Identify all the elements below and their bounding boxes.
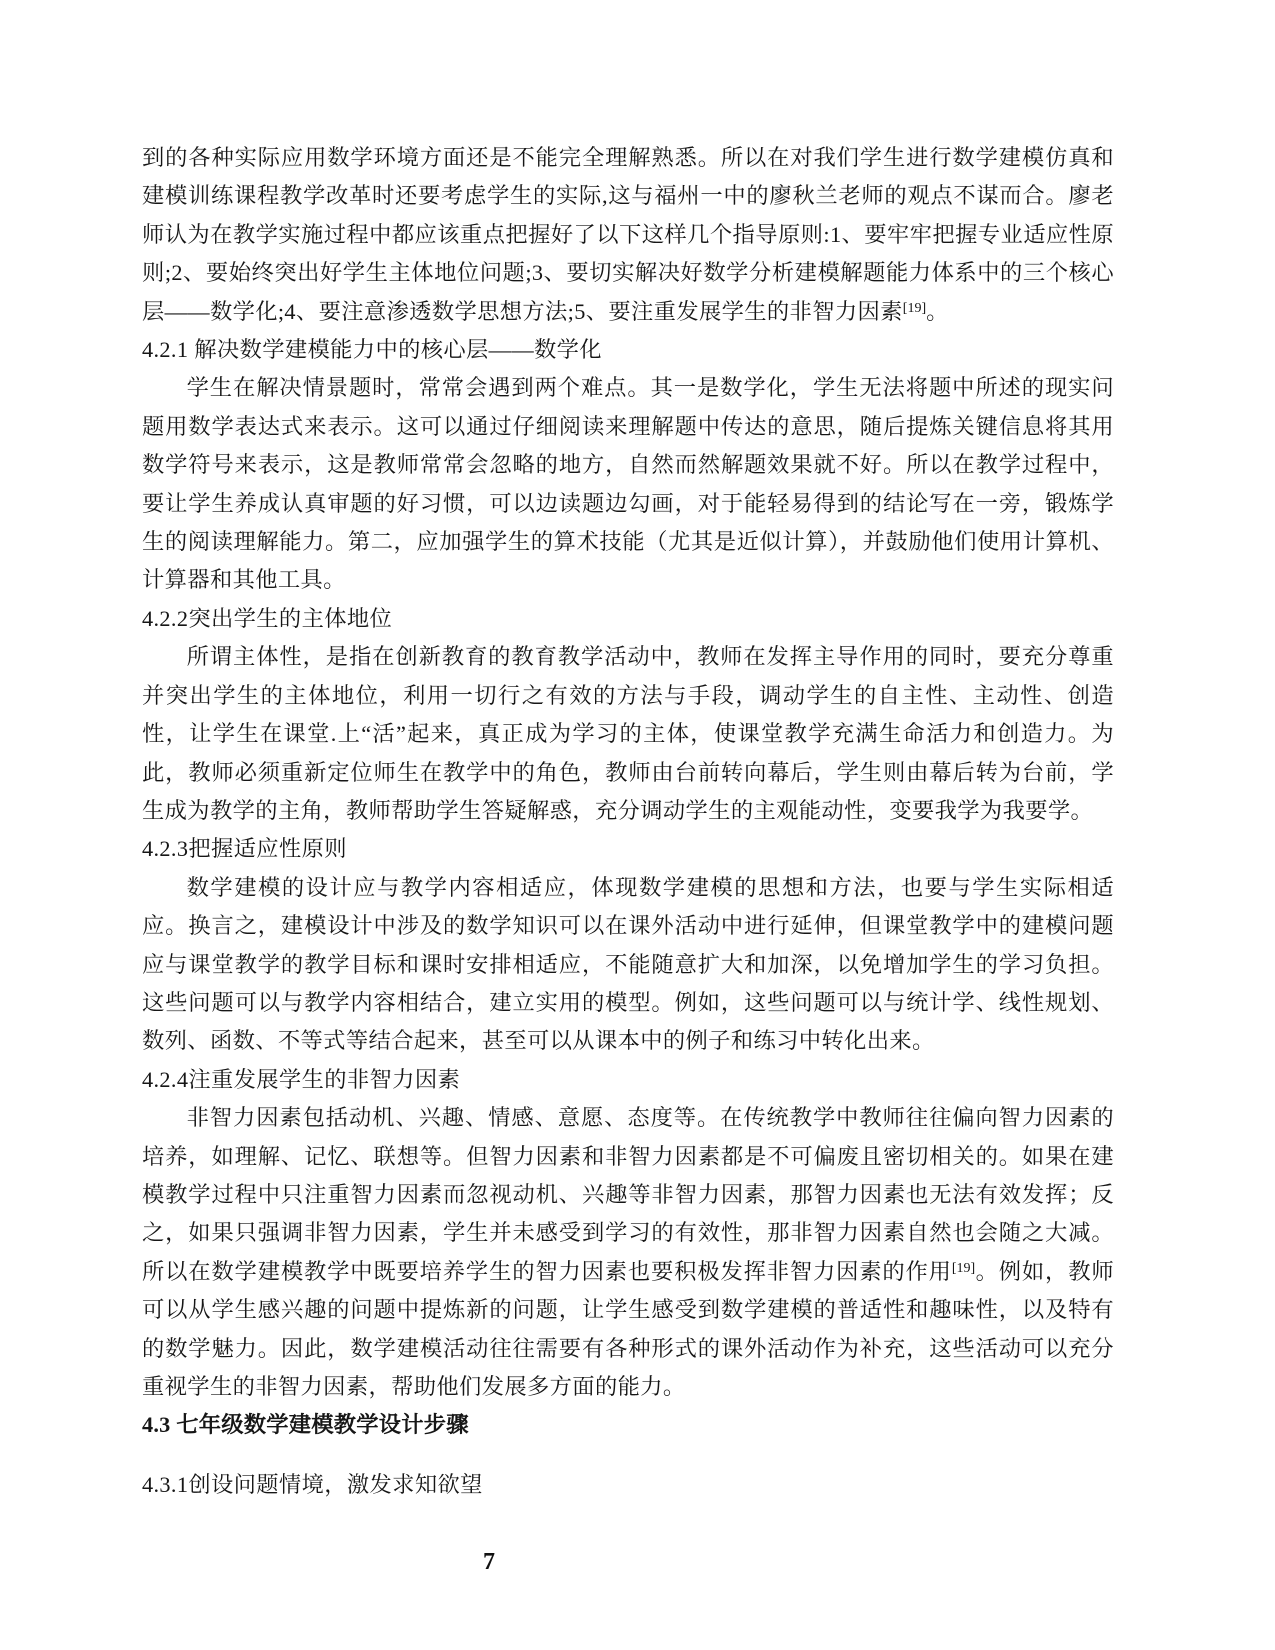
citation-ref: [19] [951,1260,976,1276]
text-run: 。 [926,298,949,324]
text-run: 数学建模的设计应与教学内容相适应，体现数学建模的思想和方法，也要与学生实际相适应。换言之，建模设计中涉及的数学知识可以在课外活动中进行延伸，但课堂教学中的建模问题应与课堂教学的教学目标和课时安排相适应，不能随意扩大和加深，以免增加学生的学习负担。这些问题可以与教学内容相结合，建立实用的模型。例如，这些问题可以与统计学、线性规划、数列、函数、不等式等结合起来，甚至可以从课本中的例子和练习中转化出来。 [142,874,1114,1054]
paragraph-mathematization [142,369,1114,599]
text-run: 学生在解决情景题时，常常会遇到两个难点。其一是数学化，学生无法将题中所述的现实问题用数学表达式来表示。这可以通过仔细阅读来理解题中传达的意思，随后提炼关键信息将其用数学符号来表示，这是教师常常会忽略的地方，自然而然解题效果就不好。所以在教学过程中，要让学生养成认真审题的好习惯，可以边读题边勾画，对于能轻易得到的结论写在一旁，锻炼学生的阅读理解能力。第二，应加强学生的算术技能（尤其是近似计算），并鼓励他们使用计算机、计算器和其他工具。 [142,375,1114,593]
heading-4-2-2 [142,600,1114,638]
text-run: 4.3 七年级数学建模教学设计步骤 [142,1412,469,1438]
heading-4-2-3 [142,830,1114,868]
heading-4-2-1 [142,331,1114,369]
paragraph-adaptability-principle [142,869,1114,1061]
text-run: 非智力因素包括动机、兴趣、情感、意愿、态度等。在传统教学中教师往往偏向智力因素的培养，如理解、记忆、联想等。但智力因素和非智力因素都是不可偏废且密切相关的。如果在建模教学过程中只注重智力因素而忽视动机、兴趣等非智力因素，那智力因素也无法有效发挥；反之，如果只强调非智力因素，学生并未感受到学习的有效性，那非智力因素自然也会随之大减。所以在数学建模教学中既要培养学生的智力因素也要积极发挥非智力因素的作用 [142,1105,1114,1284]
text-run: 4.3.1创设问题情境，激发求知欲望 [142,1471,483,1497]
text-run: 4.2.3把握适应性原则 [142,836,347,862]
heading-4-3-1 [142,1466,1114,1504]
text-run: 4.2.4注重发展学生的非智力因素 [142,1066,461,1092]
text-run: 4.2.2突出学生的主体地位 [142,605,393,631]
document-content [142,139,1114,1504]
text-run: 到的各种实际应用数学环境方面还是不能完全理解熟悉。所以在对我们学生进行数学建模仿真和建模训练课程教学改革时还要考虑学生的实际,这与福州一中的廖秋兰老师的观点不谋而合。廖老师认为在教学实施过程中都应该重点把握好了以下这样几个指导原则:1、要牢牢把握专业适应性原则;2、要始终突出好学生主体地位问题;3、要切实解决好数学分析建模解题能力体系中的三个核心层——数学化;4、要注意渗透数学思想方法;5、要注重发展学生的非智力因素 [142,145,1114,324]
text-run: 。例如，教师可以从学生感兴趣的问题中提炼新的问题，让学生感受到数学建模的普适性和趣味性，以及特有的数学魅力。因此，数学建模活动往往需要有各种形式的课外活动作为补充，这些活动可以充分重视学生的非智力因素，帮助他们发展多方面的能力。 [142,1258,1114,1399]
citation-ref: [19] [902,300,927,316]
paragraph-guiding-principles [142,139,1114,331]
text-run: 4.2.1 解决数学建模能力中的核心层——数学化 [142,337,602,363]
paragraph-student-subjectivity [142,638,1114,830]
heading-4-3 [142,1406,1114,1444]
paragraph-non-intellectual-factors [142,1099,1114,1406]
heading-4-2-4 [142,1061,1114,1099]
text-run: 所谓主体性，是指在创新教育的教育教学活动中，教师在发挥主导作用的同时，要充分尊重并突出学生的主体地位，利用一切行之有效的方法与手段，调动学生的自主性、主动性、创造性，让学生在课堂.上“活”起来，真正成为学习的主体，使课堂教学充满生命活力和创造力。为此，教师必须重新定位师生在教学中的角色，教师由台前转向幕后，学生则由幕后转为台前，学生成为教学的主角，教师帮助学生答疑解惑，充分调动学生的主观能动性，变要我学为我要学。 [142,644,1114,823]
page-number: 7 [483,1549,495,1575]
